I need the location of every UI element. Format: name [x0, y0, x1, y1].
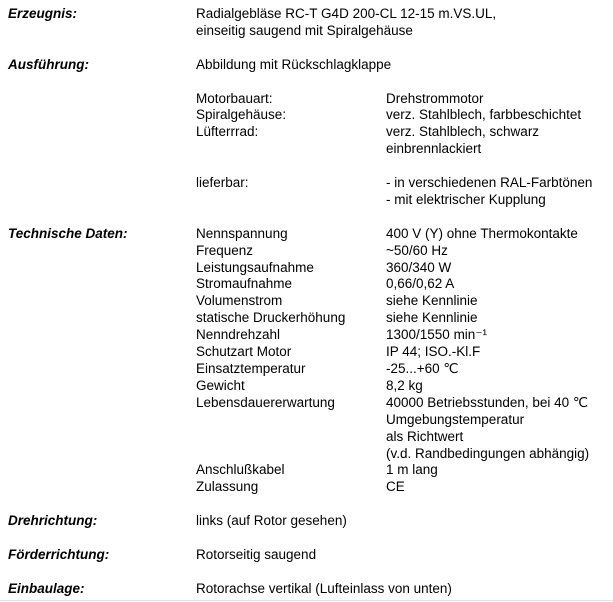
spec-row: [8, 412, 613, 429]
spec-label: Leistungsaufnahme: [196, 259, 314, 275]
spec-row: [8, 310, 613, 327]
deliverable-label: lieferbar:: [196, 175, 249, 191]
spec-label: Lebensdauererwartung: [196, 394, 335, 410]
spacer: [8, 209, 613, 226]
detail-value: verz. Stahlblech, farbbeschichtet: [386, 107, 582, 123]
deliverable-row: [8, 175, 613, 192]
spec-row: [8, 243, 613, 260]
mounting-value: Rotorachse vertikal (Lufteinlass von unten): [196, 580, 452, 596]
spec-row: [8, 395, 613, 412]
spec-label: Frequenz: [196, 242, 254, 258]
row-product: [8, 6, 613, 23]
spec-value: 0,66/0,62 A: [386, 276, 455, 292]
spec-row: [8, 293, 613, 310]
spec-row: [8, 378, 613, 395]
spec-row: [8, 276, 613, 293]
spacer: [8, 74, 613, 91]
spec-row: [8, 462, 613, 479]
mounting-label: Einbaulage:: [8, 580, 85, 596]
spec-value: 400 V (Y) ohne Thermokontakte: [386, 225, 578, 241]
spacer: [8, 158, 613, 175]
spec-label: Einsatztemperatur: [196, 360, 306, 376]
detail-row: [8, 91, 613, 108]
version-label: Ausführung:: [8, 56, 89, 72]
spec-row: [8, 429, 613, 446]
spec-value: -25...+60 ℃: [386, 360, 459, 376]
spec-value: 1 m lang: [386, 462, 438, 478]
spec-value: 1300/1550 min⁻¹: [386, 327, 487, 343]
row-rotation: [8, 513, 613, 530]
deliverable-option: - in verschiedenen RAL-Farbtönen: [386, 175, 593, 191]
spec-value: 8,2 kg: [386, 377, 423, 393]
spec-value: ~50/60 Hz: [386, 242, 448, 258]
rotation-label: Drehrichtung:: [8, 513, 98, 529]
spec-row: [8, 446, 613, 463]
spec-label: [196, 429, 386, 446]
spec-label: statische Druckerhöhung: [196, 310, 346, 326]
spacer: [8, 530, 613, 547]
detail-label: Motorbauart:: [196, 90, 273, 106]
spec-value: 360/340 W: [386, 259, 452, 275]
spacer: [8, 564, 613, 581]
detail-value: verz. Stahlblech, schwarz: [386, 124, 540, 140]
rotation-value: links (auf Rotor gesehen): [196, 513, 347, 529]
spec-label: Anschlußkabel: [196, 462, 285, 478]
flow-direction-value: Rotorseitig saugend: [196, 546, 317, 562]
row-flow-direction: [8, 547, 613, 564]
spec-value: Umgebungstemperatur: [386, 411, 525, 427]
spec-row: [8, 344, 613, 361]
detail-value: einbrennlackiert: [386, 141, 482, 157]
spec-row: [8, 226, 613, 243]
spec-label: Stromaufnahme: [196, 276, 293, 292]
spec-row: [8, 361, 613, 378]
spec-row: [8, 260, 613, 277]
row-version: [8, 57, 613, 74]
bottom-divider: [0, 600, 613, 601]
spec-label: Volumenstrom: [196, 293, 283, 309]
product-value-line2: einseitig saugend mit Spiralgehäuse: [196, 22, 413, 38]
deliverable-option: - mit elektrischer Kupplung: [386, 191, 546, 207]
version-value: Abbildung mit Rückschlagklappe: [196, 56, 392, 72]
technical-label: Technische Daten:: [8, 225, 128, 241]
product-value-line1: Radialgebläse RC-T G4D 200-CL 12-15 m.VS.UL,: [196, 6, 497, 21]
deliverable-row: [8, 192, 613, 209]
detail-label: Spiralgehäuse:: [196, 107, 287, 123]
spec-label: Nennspannung: [196, 225, 288, 241]
spacer: [8, 496, 613, 513]
spec-label: Schutzart Motor: [196, 344, 292, 360]
detail-row: [8, 141, 613, 158]
spec-value: als Richtwert: [386, 428, 464, 444]
spec-label: [196, 446, 386, 463]
spec-value: IP 44; ISO.-Kl.F: [386, 344, 481, 360]
spec-row: [8, 327, 613, 344]
spec-value: siehe Kennlinie: [386, 310, 478, 326]
row-mounting: [8, 581, 613, 598]
detail-label: [196, 141, 386, 158]
spec-value: CE: [386, 479, 405, 495]
flow-direction-label: Förderrichtung:: [8, 546, 110, 562]
spec-value: (v.d. Randbedingungen abhängig): [386, 445, 590, 461]
spec-label: [196, 412, 386, 429]
spec-value: siehe Kennlinie: [386, 293, 478, 309]
spec-value: 40000 Betriebsstunden, bei 40 ℃: [386, 394, 589, 410]
detail-label: Lüfterrrad:: [196, 124, 259, 140]
spec-row: [8, 479, 613, 496]
detail-value: Drehstrommotor: [386, 90, 484, 106]
spec-label: Zulassung: [196, 479, 259, 495]
detail-row: [8, 124, 613, 141]
detail-row: [8, 107, 613, 124]
row-product-cont: [8, 23, 613, 40]
spacer: [8, 40, 613, 57]
spec-label: Gewicht: [196, 377, 245, 393]
spec-label: Nenndrehzahl: [196, 327, 281, 343]
product-label: Erzeugnis:: [8, 6, 78, 21]
